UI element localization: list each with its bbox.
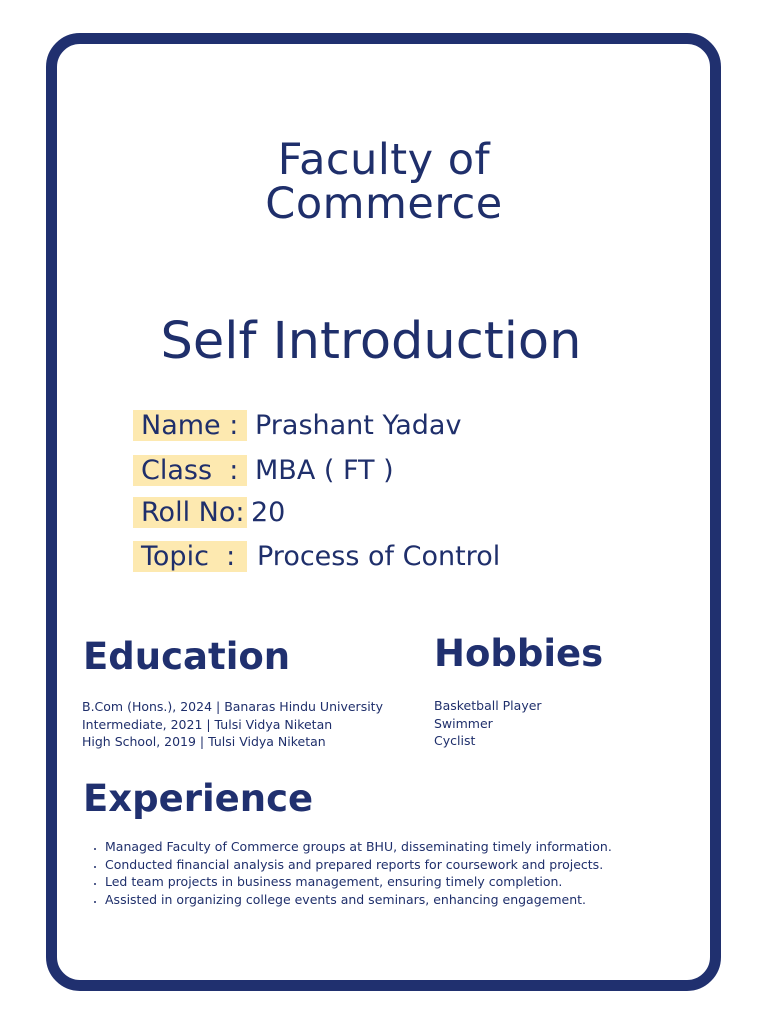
education-heading: Education [83, 635, 291, 678]
list-item: • Led team projects in business management, ensuring timely completion. [105, 873, 612, 891]
page-title: Self Introduction [160, 312, 582, 371]
list-item: Intermediate, 2021 | Tulsi Vidya Niketan [82, 716, 333, 732]
info-value: MBA ( FT ) [255, 455, 394, 486]
list-item: • Managed Faculty of Commerce groups at BHU, disseminating timely information. [105, 838, 612, 856]
education-list [82, 698, 383, 751]
experience-heading: Experience [83, 777, 314, 820]
faculty-title [0, 135, 768, 229]
list-item: High School, 2019 | Tulsi Vidya Niketan [82, 734, 326, 749]
list-item: • Assisted in organizing college events and seminars, enhancing engagement. [105, 891, 612, 909]
hobbies-list [434, 697, 542, 750]
info-row-name [133, 409, 461, 442]
list-item: B.Com (Hons.), 2024 | Banaras Hindu University [82, 699, 383, 714]
info-label: Topic : [133, 541, 247, 572]
experience-list [88, 838, 612, 909]
info-value: Prashant Yadav [255, 410, 462, 441]
info-label: Class : [133, 455, 247, 486]
list-item: Swimmer [434, 715, 493, 731]
info-label: Roll No: [133, 497, 247, 528]
list-item: Cyclist [434, 733, 476, 748]
info-value: 20 [251, 497, 286, 528]
info-label: Name : [133, 410, 247, 441]
info-row-roll-no [133, 496, 285, 529]
info-row-class [133, 454, 394, 487]
faculty-title-line2: Commerce [265, 179, 503, 229]
info-row-topic [133, 540, 500, 573]
list-item: Basketball Player [434, 698, 542, 713]
faculty-title-line1: Faculty of [277, 135, 491, 185]
hobbies-heading: Hobbies [434, 632, 604, 675]
info-value: Process of Control [257, 541, 501, 572]
list-item: • Conducted financial analysis and prepared reports for coursework and projects. [105, 856, 612, 874]
